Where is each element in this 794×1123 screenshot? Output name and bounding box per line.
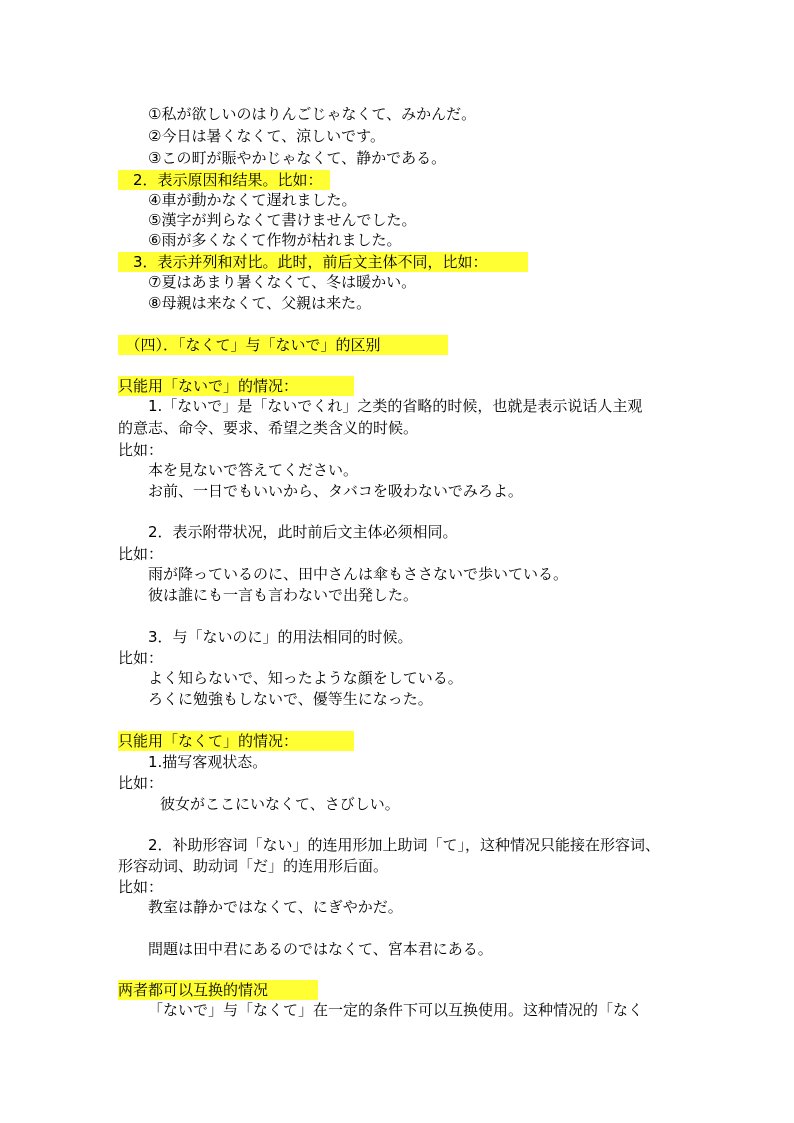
text-line: ⑦夏はあまり暑くなくて、冬は暖かい。	[148, 273, 417, 291]
text-line: 本を見ないで答えてください。	[148, 461, 359, 479]
section-heading: 两者都可以互换的情况	[118, 980, 318, 1000]
text-line: 2．表示附带状况，此时前后文主体必须相同。	[148, 523, 458, 541]
text-line: 比如：	[118, 649, 164, 667]
section-heading: 3．表示并列和对比。此时，前后文主体不同，比如：	[118, 252, 528, 272]
text-line: 彼は誰にも一言も言わないで出発した。	[148, 586, 419, 604]
text-line: ⑤漢字が判らなくて書けませんでした。	[148, 211, 417, 229]
text-line: ②今日は暑くなくて、涼しいです。	[148, 127, 385, 145]
text-line: 教室は静かではなくて、にぎやかだ。	[148, 898, 403, 916]
text-line: 比如：	[118, 545, 164, 563]
text-line: ⑥雨が多くなくて作物が枯れました。	[148, 231, 402, 249]
text-line: 比如：	[118, 441, 164, 459]
text-line: 的意志、命令、要求、希望之类含义的时候。	[118, 419, 419, 437]
text-line: 問題は田中君にあるのではなくて、宮本君にある。	[148, 940, 493, 958]
section-heading: 只能用「ないで」的情况：	[118, 376, 354, 396]
text-line: 2．补助形容词「ない」的连用形加上助词「て」，这种情况只能接在形容词、	[148, 836, 661, 854]
text-line: 1.「ないで」是「ないでくれ」之类的省略的时候，也就是表示说话人主观	[148, 397, 643, 415]
text-line: よく知らないで、知ったような顔をしている。	[148, 669, 463, 687]
text-line: 3．与「ないのに」的用法相同的时候。	[148, 628, 413, 646]
text-line: ④車が動かなくて遅れました。	[148, 191, 357, 209]
text-line: 比如：	[118, 774, 164, 792]
text-line: 1.描写客观状态。	[148, 753, 268, 771]
text-line: ①私が欲しいのはりんごじゃなくて、みかんだ。	[148, 105, 477, 123]
text-line: お前、一日でもいいから、タバコを吸わないでみろよ。	[148, 482, 523, 500]
text-line: 形容动词、助动词「だ」的连用形后面。	[118, 857, 389, 875]
text-line: 「ないで」与「なくて」在一定的条件下可以互换使用。这种情况的「なく	[148, 1001, 644, 1019]
section-heading: 2．表示原因和结果。比如：	[118, 171, 331, 189]
text-line: 彼女がここにいなくて、さびしい。	[160, 795, 400, 813]
text-line: 雨が降っているのに、田中さんは傘もささないで歩いている。	[148, 565, 569, 583]
text-line: ろくに勉強もしないで、優等生になった。	[148, 690, 433, 708]
section-heading: 只能用「なくて」的情况：	[118, 731, 354, 751]
text-line: 比如：	[118, 878, 164, 896]
text-line: ③この町が賑やかじゃなくて、静かである。	[148, 149, 447, 167]
section-heading: （四）．「なくて」与「ないで」的区别	[118, 335, 448, 355]
text-line: ⑧母親は来なくて、父親は来た。	[148, 294, 372, 312]
